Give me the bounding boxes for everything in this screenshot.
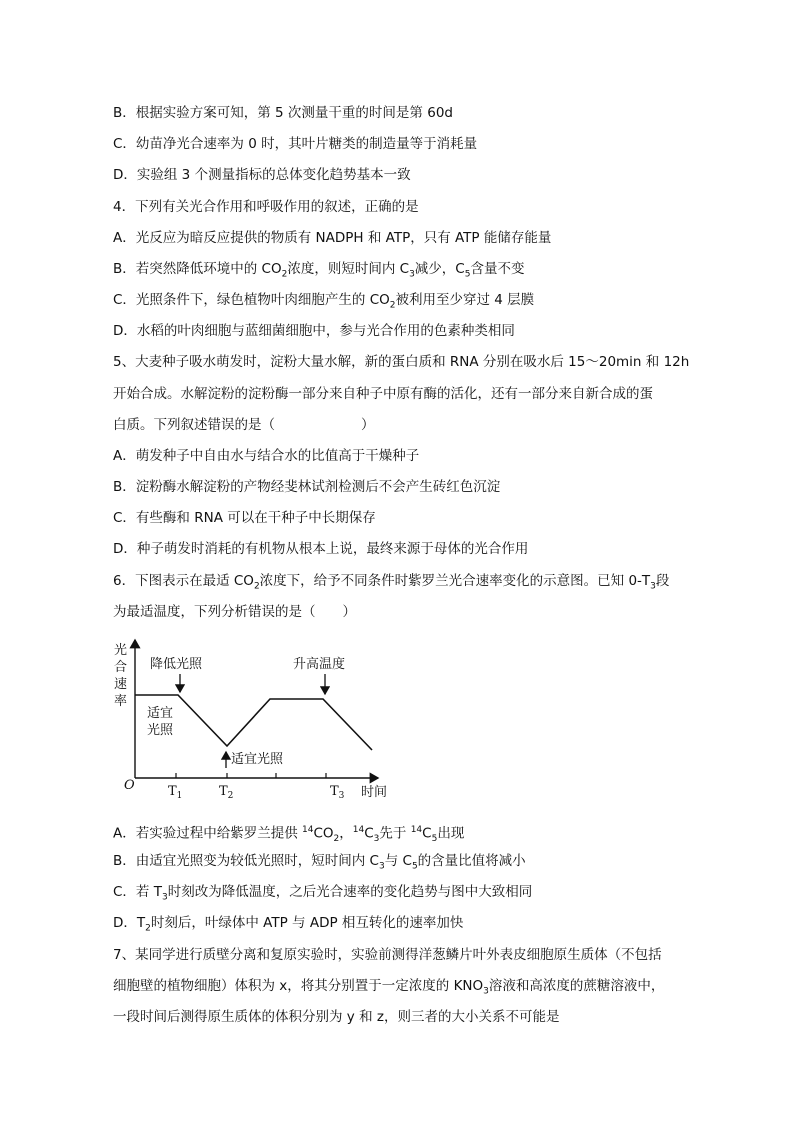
q4-option-a: A．光反应为暗反应提供的物质有 NADPH 和 ATP，只有 ATP 能储存能量 — [113, 230, 552, 246]
q6-option-b: B．由适宜光照变为较低光照时，短时间内 $C_3$与 $C_5$的含量比值将减小 — [113, 853, 526, 872]
tick-label-t2: $T_2$ — [219, 784, 234, 801]
q5-option-c: C．有些酶和 RNA 可以在干种子中长期保存 — [113, 510, 376, 526]
y-label-2: 合 — [114, 660, 128, 675]
q6-stem-line2: 为最适温度，下列分析错误的是（ ） — [113, 604, 356, 620]
label-raise-temp: 升高温度 — [293, 657, 346, 672]
q6-option-a: A．若实验过程中给紫罗兰提供 $^{14}CO_2$，$^{14}C_3$先于 $^{14}C_5$出现 — [113, 825, 465, 845]
photosynthesis-rate-diagram — [110, 632, 390, 804]
q3-option-c: C．幼苗净光合速率为 0 时，其叶片糖类的制造量等于消耗量 — [113, 136, 478, 152]
label-reduce-light: 降低光照 — [150, 657, 203, 672]
label-suitable-light-arrow: 适宜光照 — [231, 752, 284, 767]
label-suitable-light-1: 适宜 — [147, 706, 174, 721]
tick-label-t1: $T_1$ — [168, 784, 183, 801]
q5-stem-line2: 开始合成。水解淀粉的淀粉酶一部分来自种子中原有酶的活化，还有一部分来自新合成的蛋 — [113, 386, 653, 402]
q5-stem-line3: 白质。下列叙述错误的是（ ） — [113, 417, 375, 433]
label-suitable-light-2: 光照 — [147, 723, 174, 738]
q6-stem-line1: 6．下图表示在最适 $CO_2$浓度下，给予不同条件时紫罗兰光合速率变化的示意图。已知 $0-T_3$段 — [113, 573, 670, 592]
q5-option-a: A．萌发种子中自由水与结合水的比值高于干燥种子 — [113, 448, 420, 464]
q3-option-d: D．实验组 3 个测量指标的总体变化趋势基本一致 — [113, 167, 411, 183]
origin-label: O — [124, 778, 135, 793]
q4-option-d: D．水稻的叶肉细胞与蓝细菌细胞中，参与光合作用的色素种类相同 — [113, 323, 515, 339]
y-label-1: 光 — [114, 643, 128, 658]
q4-stem: 4．下列有关光合作用和呼吸作用的叙述，正确的是 — [113, 199, 419, 215]
x-label: 时间 — [361, 785, 388, 800]
q7-stem-line1: 7、某同学进行质壁分离和复原实验时，实验前测得洋葱鳞片叶外表皮细胞原生质体（不包括 — [113, 947, 662, 963]
q6-option-c: C．若 $T_3$时刻改为降低温度，之后光合速率的变化趋势与图中大致相同 — [113, 884, 533, 903]
q4-option-b: B．若突然降低环境中的 $CO_2$浓度，则短时间内 $C_3$减少，$C_5$含量不变 — [113, 261, 525, 280]
q4-option-c: C．光照条件下，绿色植物叶肉细胞产生的 $CO_2$被利用至少穿过 4 层膜 — [113, 292, 535, 311]
q7-stem-line3: 一段时间后测得原生质体的体积分别为 y 和 z，则三者的大小关系不可能是 — [113, 1009, 560, 1025]
y-label-3: 速 — [114, 677, 128, 692]
q6-option-d: D．$T_2$时刻后，叶绿体中 ATP 与 ADP 相互转化的速率加快 — [113, 915, 464, 934]
y-label-4: 率 — [114, 694, 128, 709]
q5-stem-line1: 5、大麦种子吸水萌发时，淀粉大量水解，新的蛋白质和 RNA 分别在吸水后 15～20min 和 12h — [113, 354, 690, 370]
q7-stem-line2: 细胞壁的植物细胞）体积为 x，将其分别置于一定浓度的 $KNO_3$溶液和高浓度的蔗糖溶液中， — [113, 978, 665, 997]
q5-option-b: B．淀粉酶水解淀粉的产物经斐林试剂检测后不会产生砖红色沉淀 — [113, 479, 501, 495]
tick-label-t3: $T_3$ — [330, 784, 345, 801]
q5-option-d: D．种子萌发时消耗的有机物从根本上说，最终来源于母体的光合作用 — [113, 541, 529, 557]
q3-option-b: B．根据实验方案可知，第 5 次测量干重的时间是第 60d — [113, 105, 453, 121]
